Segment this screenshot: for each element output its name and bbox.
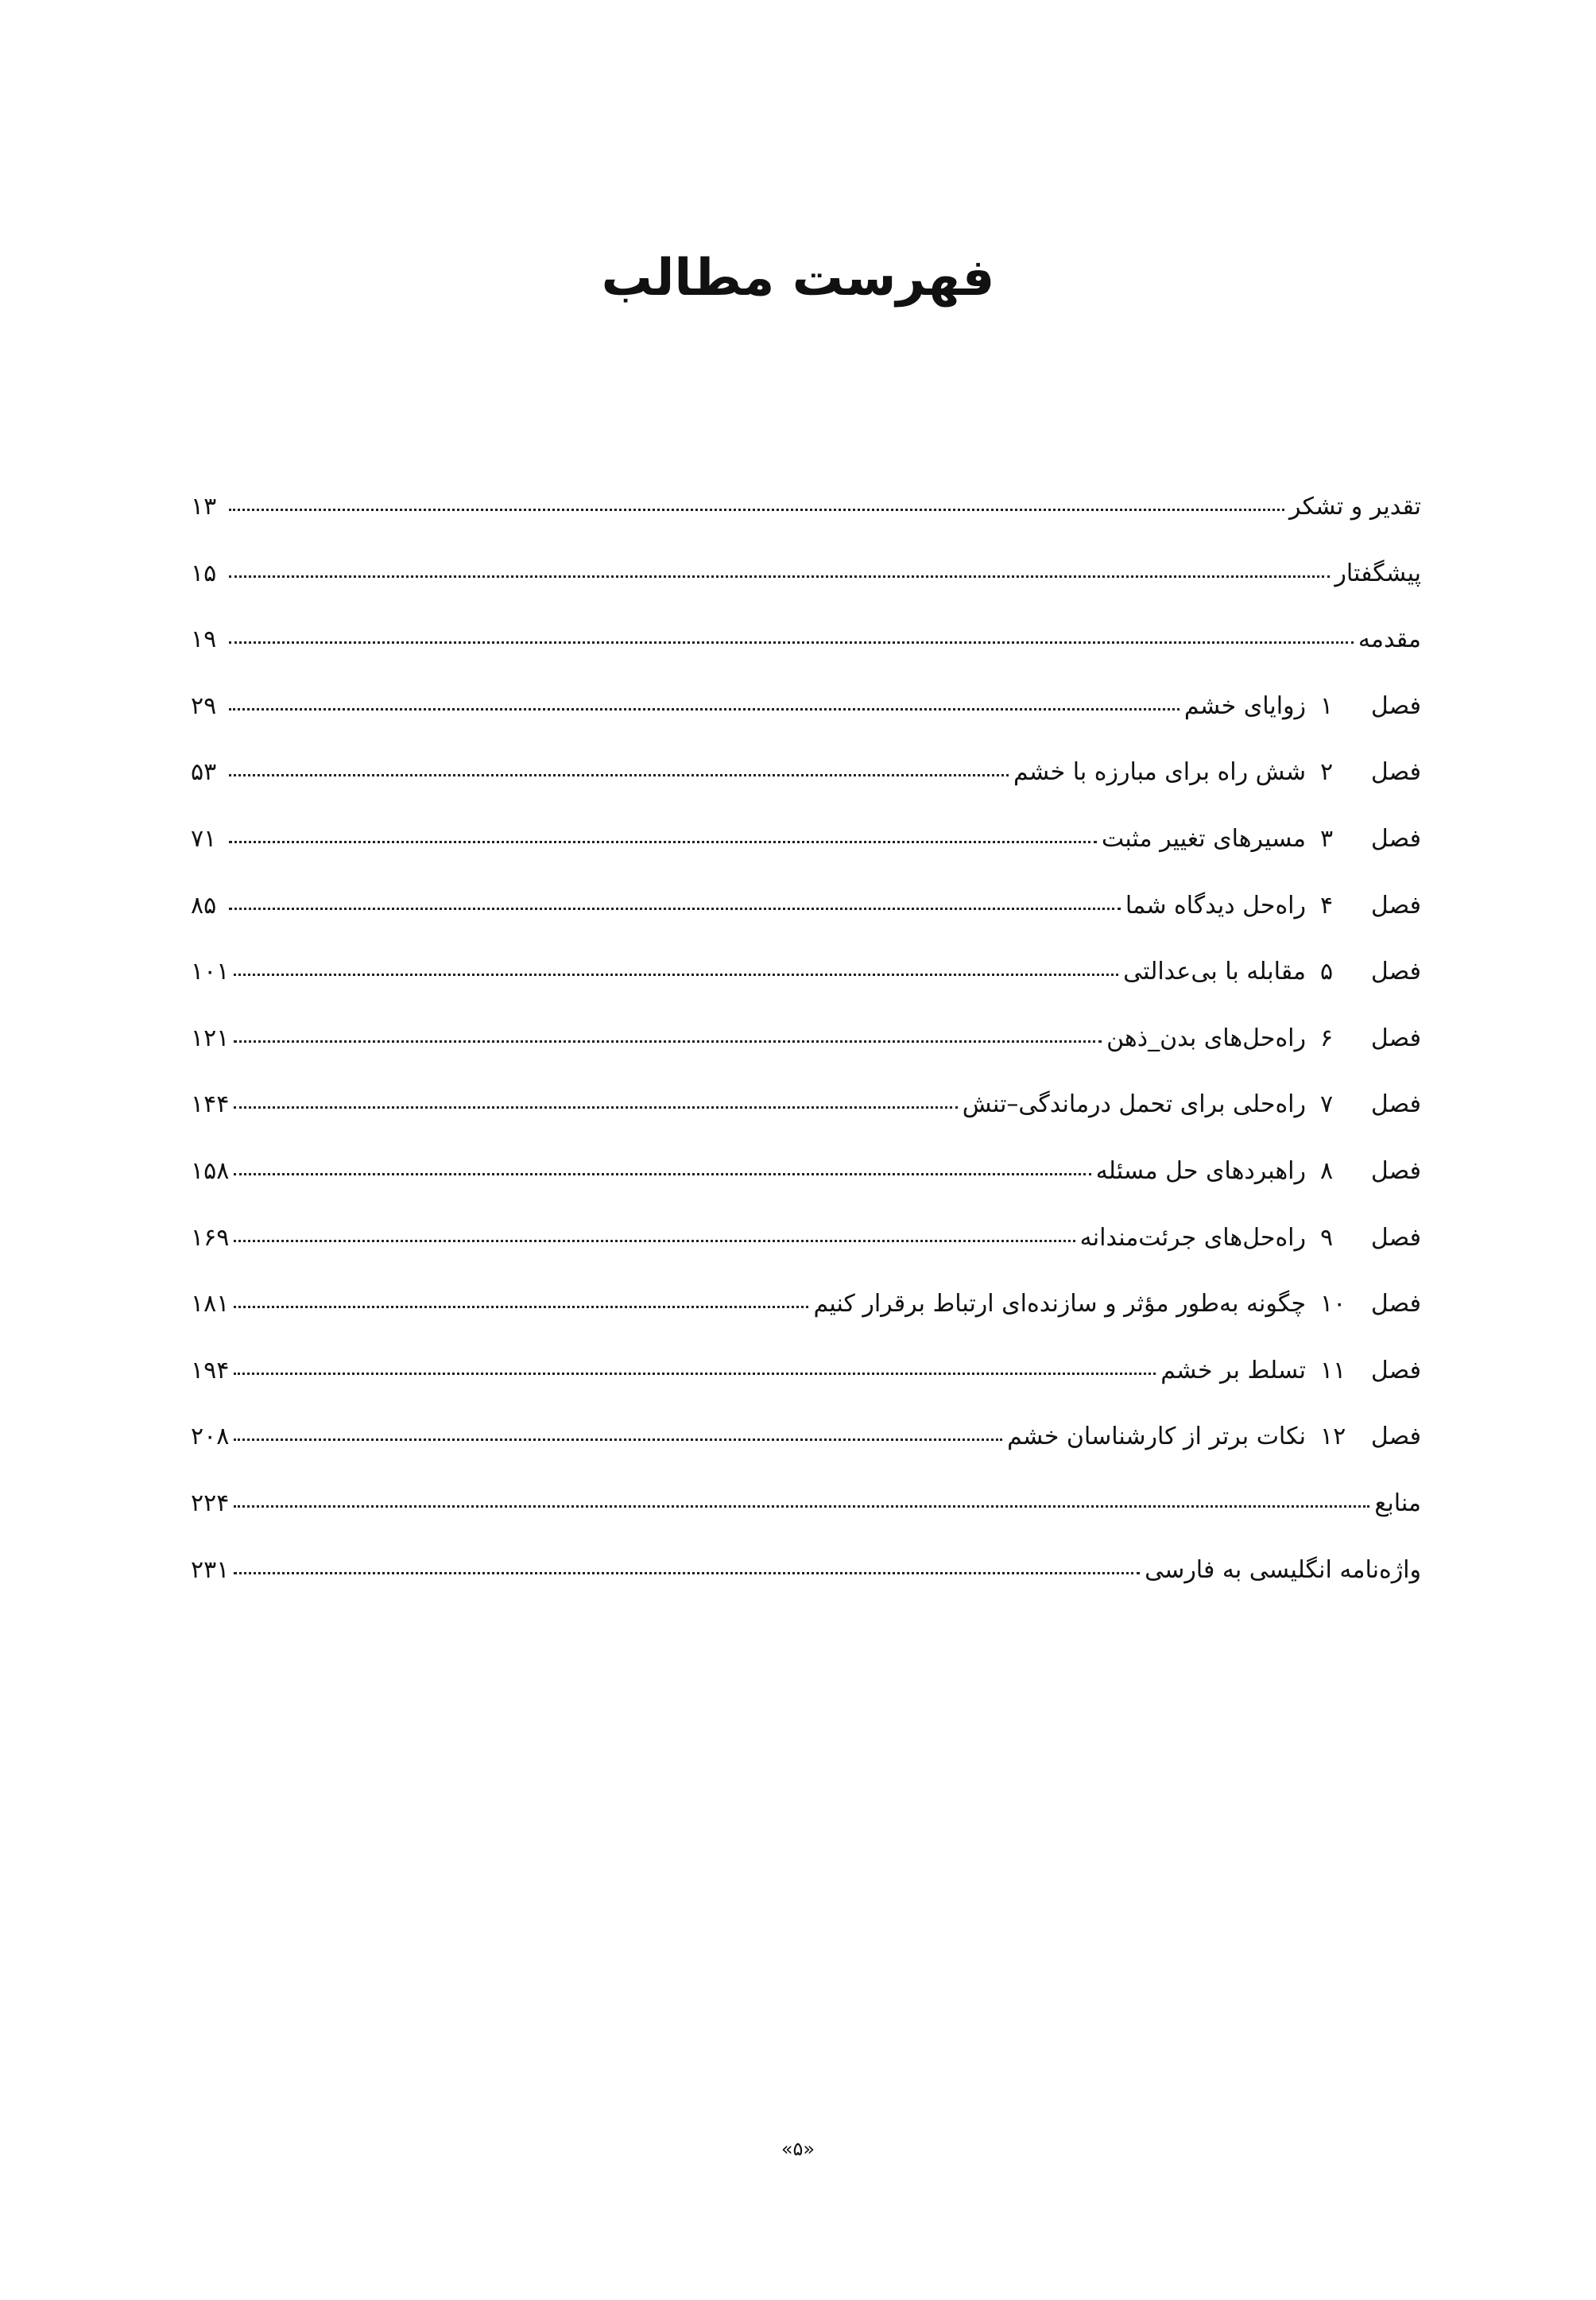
toc-entry-title: راه‌حلی برای تحمل درماندگی–تنش xyxy=(962,1090,1306,1119)
toc-entry-title: زوایای خشم xyxy=(1183,691,1306,720)
toc-entry-title: تسلط بر خشم xyxy=(1160,1356,1306,1384)
toc-chapter-number: ۱۱ xyxy=(1320,1356,1346,1384)
toc-chapter-label xyxy=(1306,692,1421,720)
page-number: «۵» xyxy=(781,2138,815,2160)
toc-chapter-label xyxy=(1306,1290,1421,1318)
toc-chapter-number: ۱۲ xyxy=(1320,1423,1346,1451)
toc-dot-leader xyxy=(234,1505,1369,1508)
toc-dot-leader xyxy=(234,1040,1102,1043)
toc-entry-title: واژه‌نامه انگلیسی به فارسی xyxy=(1145,1555,1421,1584)
toc-chapter-number: ۸ xyxy=(1320,1156,1334,1185)
toc-dot-leader xyxy=(234,1306,808,1308)
toc-entry xyxy=(191,493,1421,560)
toc-entry-title: مقابله با بی‌عدالتی xyxy=(1123,958,1306,986)
toc-chapter-word: فصل xyxy=(1370,758,1421,787)
toc-chapter-label xyxy=(1306,1357,1421,1384)
toc-dot-leader xyxy=(234,1173,1090,1175)
toc-dot-leader xyxy=(234,1438,1002,1441)
toc-dot-leader xyxy=(234,1106,957,1109)
toc-entry xyxy=(191,892,1421,958)
toc-chapter-word: فصل xyxy=(1370,1223,1421,1252)
toc-page-number: ۱۲۱ xyxy=(191,1024,230,1052)
toc-entry-title: نکات برتر از کارشناسان خشم xyxy=(1007,1423,1306,1451)
toc-chapter-label xyxy=(1306,958,1421,985)
toc-chapter-word: فصل xyxy=(1370,691,1421,720)
toc-entry-title: راهبردهای حل مسئله xyxy=(1095,1156,1306,1185)
toc-dot-leader xyxy=(234,1240,1075,1242)
toc-entry xyxy=(191,1157,1421,1224)
toc-entry xyxy=(191,625,1421,692)
toc-chapter-number: ۱۰ xyxy=(1320,1290,1346,1318)
toc-chapter-word: فصل xyxy=(1370,958,1421,986)
toc-chapter-number: ۷ xyxy=(1320,1090,1334,1119)
toc-entry-title: پیشگفتار xyxy=(1335,559,1421,587)
toc-entry-title: چگونه به‌طور مؤثر و سازنده‌ای ارتباط برقرار کنیم xyxy=(813,1290,1306,1318)
toc-entry-title: مقدمه xyxy=(1358,625,1421,654)
toc-page-number: ۷۱ xyxy=(191,824,217,853)
toc-dot-leader xyxy=(229,708,1180,711)
toc-chapter-label xyxy=(1306,1224,1421,1252)
toc-entry xyxy=(191,825,1421,892)
toc-entry xyxy=(191,1357,1421,1423)
toc-entry xyxy=(191,758,1421,825)
toc-chapter-word: فصل xyxy=(1370,1423,1421,1451)
toc-page-number: ۱۵۸ xyxy=(191,1156,230,1185)
toc-chapter-label xyxy=(1306,758,1421,786)
toc-entry xyxy=(191,1090,1421,1157)
toc-chapter-label xyxy=(1306,1024,1421,1052)
toc-chapter-number: ۹ xyxy=(1320,1223,1334,1252)
toc-dot-leader xyxy=(234,974,1118,976)
page-title: فهرست مطالب xyxy=(601,249,995,308)
toc-chapter-number: ۶ xyxy=(1320,1024,1334,1052)
toc-page-number: ۱۴۴ xyxy=(191,1090,230,1119)
toc-entry xyxy=(191,692,1421,759)
toc-chapter-number: ۳ xyxy=(1320,824,1334,853)
toc-chapter-label xyxy=(1306,1090,1421,1118)
toc-entry xyxy=(191,958,1421,1024)
toc-dot-leader xyxy=(229,841,1097,843)
toc-chapter-label xyxy=(1306,1157,1421,1185)
toc-chapter-label xyxy=(1306,825,1421,853)
toc-entry-title: راه‌حل‌های بدن_ذهن xyxy=(1106,1024,1306,1052)
toc-entry-title: راه‌حل‌های جرئت‌مندانه xyxy=(1079,1223,1306,1252)
toc-page-number: ۲۰۸ xyxy=(191,1423,230,1451)
toc-page-number: ۲۳۱ xyxy=(191,1555,230,1584)
toc-dot-leader xyxy=(229,641,1354,644)
toc-chapter-number: ۱ xyxy=(1320,691,1334,720)
toc-chapter-word: فصل xyxy=(1370,891,1421,920)
toc-chapter-number: ۵ xyxy=(1320,958,1334,986)
toc-entry xyxy=(191,1489,1421,1556)
toc-dot-leader xyxy=(229,509,1284,511)
table-of-contents xyxy=(191,493,1421,1622)
toc-chapter-word: فصل xyxy=(1370,1290,1421,1318)
toc-page-number: ۲۹ xyxy=(191,691,217,720)
toc-dot-leader xyxy=(234,1373,1156,1375)
toc-chapter-word: فصل xyxy=(1370,1024,1421,1052)
toc-chapter-word: فصل xyxy=(1370,824,1421,853)
toc-chapter-word: فصل xyxy=(1370,1356,1421,1384)
toc-entry xyxy=(191,560,1421,626)
toc-page-number: ۲۲۴ xyxy=(191,1489,230,1517)
toc-page-number: ۱۸۱ xyxy=(191,1290,230,1318)
toc-entry-title: مسیرهای تغییر مثبت xyxy=(1101,824,1306,853)
toc-chapter-number: ۲ xyxy=(1320,758,1334,787)
toc-page-number: ۱۰۱ xyxy=(191,958,230,986)
toc-entry xyxy=(191,1290,1421,1357)
toc-entry-title: راه‌حل دیدگاه شما xyxy=(1125,891,1306,920)
toc-page-number: ۱۵ xyxy=(191,559,217,587)
toc-page-number: ۵۳ xyxy=(191,758,217,787)
toc-entry-title: منابع xyxy=(1374,1489,1421,1517)
toc-entry xyxy=(191,1224,1421,1291)
toc-page-number: ۱۹۴ xyxy=(191,1356,230,1384)
toc-entry xyxy=(191,1024,1421,1091)
toc-chapter-label xyxy=(1306,892,1421,920)
toc-entry xyxy=(191,1423,1421,1489)
toc-page-number: ۱۶۹ xyxy=(191,1223,230,1252)
toc-dot-leader xyxy=(229,575,1330,578)
toc-chapter-word: فصل xyxy=(1370,1090,1421,1119)
toc-page-number: ۱۹ xyxy=(191,625,217,654)
toc-chapter-label xyxy=(1306,1423,1421,1450)
toc-chapter-number: ۴ xyxy=(1320,891,1334,920)
toc-entry xyxy=(191,1556,1421,1623)
toc-page-number: ۸۵ xyxy=(191,891,217,920)
toc-dot-leader xyxy=(234,1572,1140,1574)
toc-entry-title: تقدیر و تشکر xyxy=(1289,493,1421,521)
toc-dot-leader xyxy=(229,774,1009,776)
toc-chapter-word: فصل xyxy=(1370,1156,1421,1185)
toc-dot-leader xyxy=(229,908,1121,910)
toc-page-number: ۱۳ xyxy=(191,493,217,521)
toc-entry-title: شش راه برای مبارزه با خشم xyxy=(1013,758,1306,787)
